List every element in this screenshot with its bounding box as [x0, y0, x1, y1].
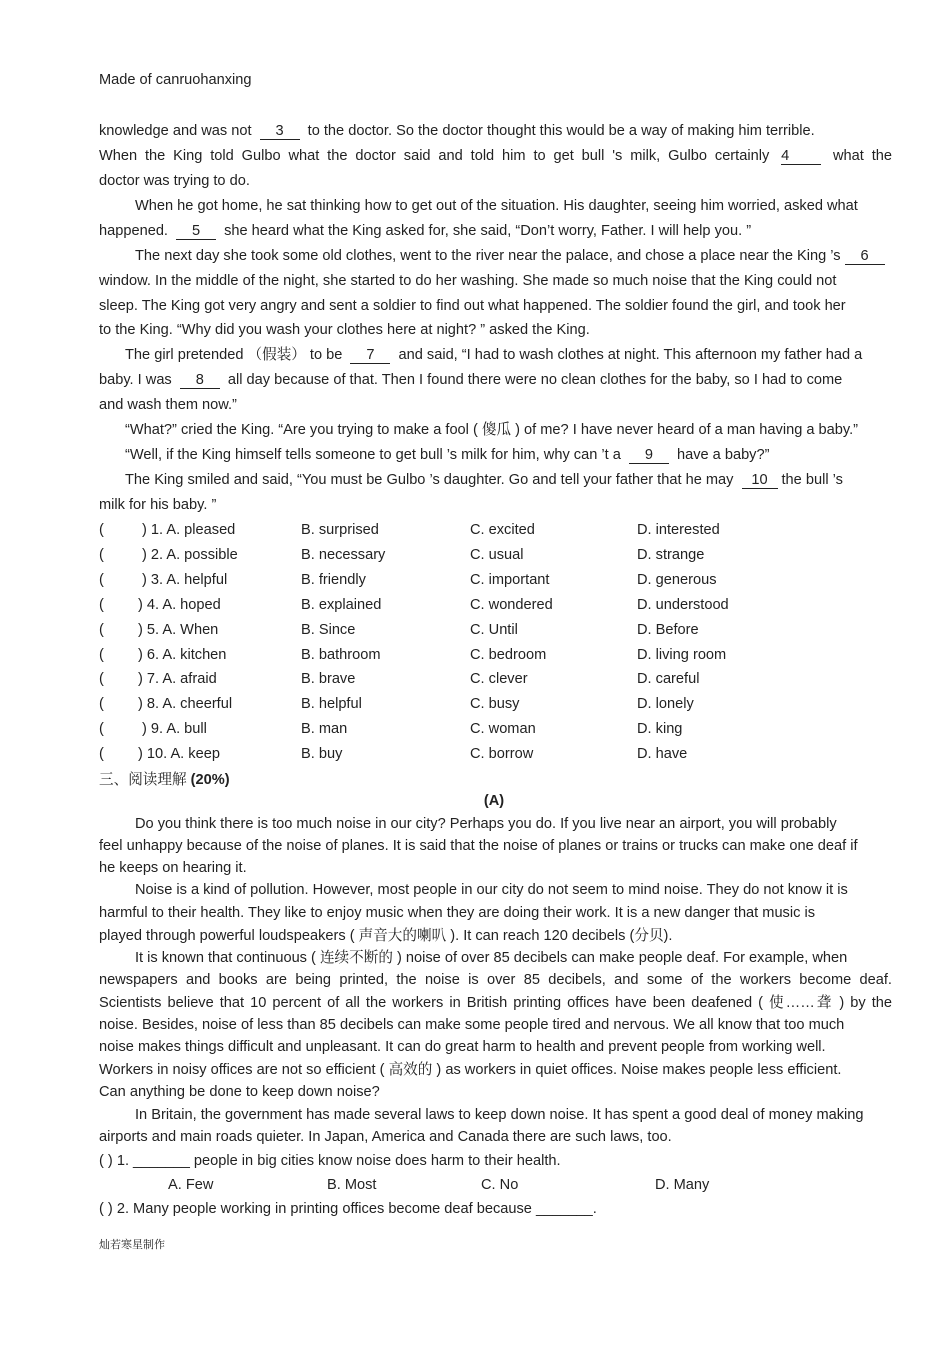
- text: milk for his baby. ”: [99, 497, 217, 513]
- choice-b: B. man: [301, 721, 348, 738]
- text: have a baby?”: [672, 447, 770, 463]
- choice-a: ) 5. A. When: [138, 621, 219, 638]
- choice-a: ) 4. A. hoped: [138, 596, 221, 613]
- passage-line: [99, 1016, 892, 1034]
- text: the bull ’s: [781, 472, 843, 488]
- question-option: B. Most: [327, 1177, 377, 1193]
- text: what the: [825, 148, 892, 164]
- choice-d: D. lonely: [637, 696, 694, 713]
- choice-b: B. friendly: [301, 571, 366, 588]
- text: noise makes things difficult and unpleasant. It can do great harm to health and prevent people from working well.: [99, 1039, 826, 1055]
- passage-line: [99, 859, 892, 877]
- story-line: [99, 272, 892, 290]
- passage-label: (A): [483, 793, 505, 809]
- section-score: (20%): [190, 772, 230, 788]
- choice-d: D. interested: [637, 522, 720, 538]
- choice-b: B. necessary: [301, 546, 386, 563]
- question: ( ) 1. _______ people in big cities know noise does harm to their health.: [99, 1153, 561, 1169]
- story-line: [125, 346, 892, 364]
- choice-d: D. have: [637, 746, 688, 763]
- choice-c: C. important: [470, 571, 550, 588]
- blank-7: 7: [350, 348, 390, 364]
- choice-a: ) 1. A. pleased: [142, 522, 236, 538]
- choice-d: D. careful: [637, 671, 700, 688]
- choice-b: B. bathroom: [301, 646, 381, 663]
- text: It is known that continuous ( 连续不断的 ) noise of over 85 decibels can make people deaf. For example, when: [135, 950, 848, 966]
- text: window. In the middle of the night, she started to do her washing. She made so much noise that the King could not: [99, 273, 837, 289]
- text: to the doctor. So the doctor thought this would be a way of making him terrible.: [303, 123, 815, 139]
- story-line: [99, 222, 892, 240]
- text: all day because of that. Then I found there were no clean clothes for the baby, so I had to come: [223, 372, 843, 388]
- passage-line: [99, 1038, 892, 1056]
- section-title: 三、阅读理解: [99, 772, 187, 788]
- page-header: Made of canruohanxing: [99, 72, 252, 88]
- answer-bracket: (: [99, 721, 104, 738]
- choice-b: B. buy: [301, 746, 343, 763]
- choice-c: C. excited: [470, 522, 535, 538]
- text: Workers in noisy offices are not so efficient ( 高效的 ) as workers in quiet offices. Noise makes people less efficient.: [99, 1062, 842, 1078]
- text: feel unhappy because of the noise of planes. It is said that the noise of planes or trains or trucks can make one deaf if: [99, 838, 858, 854]
- page-footer: 灿若寒星制作: [99, 1238, 165, 1251]
- choice-b: B. helpful: [301, 696, 362, 713]
- answer-bracket: (: [99, 571, 104, 588]
- text: When the King told Gulbo what the doctor said and told him to get bull 's milk, Gulbo certainly: [99, 148, 778, 164]
- question-option: A. Few: [168, 1177, 214, 1193]
- choice-c: C. Until: [470, 621, 518, 638]
- choice-b: B. brave: [301, 671, 356, 688]
- passage-line: [135, 1106, 892, 1124]
- choice-d: D. living room: [637, 646, 727, 663]
- text: harmful to their health. They like to enjoy music when they are doing their work. It is a new danger that music is: [99, 905, 815, 921]
- answer-bracket: (: [99, 671, 104, 688]
- passage-line: [135, 815, 892, 833]
- story-line: [99, 122, 892, 140]
- story-line: [125, 421, 892, 439]
- choice-a: ) 3. A. helpful: [142, 571, 228, 588]
- choice-a: ) 2. A. possible: [142, 546, 238, 563]
- text: “Well, if the King himself tells someone to get bull ’s milk for him, why can ’t a: [125, 447, 625, 463]
- passage-line: [99, 994, 892, 1012]
- choice-d: D. king: [637, 721, 683, 738]
- choice-d: D. strange: [637, 546, 705, 563]
- question-option: C. No: [481, 1177, 519, 1193]
- choice-d: D. Before: [637, 621, 699, 638]
- passage-line: [135, 881, 892, 899]
- story-line: [99, 321, 892, 339]
- story-line: [99, 297, 892, 315]
- text: doctor was trying to do.: [99, 173, 250, 189]
- passage-line: [135, 949, 892, 967]
- answer-bracket: (: [99, 621, 104, 638]
- blank-4: 4: [781, 149, 821, 165]
- choice-c: C. clever: [470, 671, 528, 688]
- choice-b: B. surprised: [301, 522, 379, 538]
- passage-line: [99, 837, 892, 855]
- choice-b: B. explained: [301, 596, 382, 613]
- blank-9: 9: [629, 448, 669, 464]
- choice-d: D. understood: [637, 596, 729, 613]
- passage-line: [99, 1061, 892, 1079]
- text: “What?” cried the King. “Are you trying to make a fool ( 傻瓜 ) of me? I have never heard of a man having a baby.”: [125, 422, 859, 438]
- text: knowledge and was not: [99, 123, 256, 139]
- question: ( ) 2. Many people working in printing offices become deaf because _______.: [99, 1201, 597, 1217]
- text: she heard what the King asked for, she said, “Don’t worry, Father. I will help you. ”: [220, 223, 752, 239]
- text: The King smiled and said, “You must be Gulbo ’s daughter. Go and tell your father that he may: [125, 472, 738, 488]
- answer-bracket: (: [99, 746, 104, 763]
- choice-a: ) 9. A. bull: [142, 721, 207, 738]
- choice-b: B. Since: [301, 621, 356, 638]
- question-option: D. Many: [655, 1177, 710, 1193]
- text: noise. Besides, noise of less than 85 decibels can make some people tired and nervous. We all know that too much: [99, 1017, 845, 1033]
- passage-line: [99, 927, 892, 945]
- story-line: [99, 371, 892, 389]
- choice-d: D. generous: [637, 571, 717, 588]
- text: to the King. “Why did you wash your clothes here at night? ” asked the King.: [99, 322, 590, 338]
- text: he keeps on hearing it.: [99, 860, 247, 876]
- story-line: [125, 446, 892, 464]
- story-line: [99, 147, 892, 165]
- text: airports and main roads quieter. In Japan, America and Canada there are such laws, too.: [99, 1129, 672, 1145]
- text: When he got home, he sat thinking how to get out of the situation. His daughter, seeing him worried, asked what: [135, 198, 858, 214]
- text: baby. I was: [99, 372, 176, 388]
- text: The next day she took some old clothes, went to the river near the palace, and chose a place near the King ’s: [135, 248, 841, 264]
- choice-c: C. woman: [470, 721, 536, 738]
- answer-bracket: (: [99, 596, 104, 613]
- passage-line: [99, 1128, 892, 1146]
- choice-c: C. bedroom: [470, 646, 547, 663]
- text: Can anything be done to keep down noise?: [99, 1084, 380, 1100]
- blank-8: 8: [180, 373, 220, 389]
- blank-5: 5: [176, 224, 216, 240]
- choice-a: ) 10. A. keep: [138, 746, 220, 763]
- blank-6: 6: [845, 249, 885, 265]
- text: and said, “I had to wash clothes at night. This afternoon my father had a: [394, 347, 863, 363]
- choice-c: C. usual: [470, 546, 524, 563]
- choice-c: C. busy: [470, 696, 520, 713]
- text: played through powerful loudspeakers ( 声音大的喇叭 ). It can reach 120 decibels (分贝).: [99, 928, 673, 944]
- text: newspapers and books are being printed, the noise is over 85 decibels, and some of the workers become deaf.: [99, 972, 892, 988]
- text: Scientists believe that 10 percent of all the workers in British printing offices have been deafened ( 使……聋 ) by the: [99, 995, 892, 1011]
- story-line: [135, 197, 892, 215]
- story-line: [99, 172, 892, 190]
- answer-bracket: (: [99, 546, 104, 563]
- passage-line: [99, 1083, 892, 1101]
- text: and wash them now.”: [99, 397, 237, 413]
- blank-3: 3: [260, 124, 300, 140]
- choice-c: C. borrow: [470, 746, 534, 763]
- passage-line: [99, 971, 892, 989]
- text: happened.: [99, 223, 173, 239]
- text: Noise is a kind of pollution. However, most people in our city do not seem to mind noise. They do not know it is: [135, 882, 848, 898]
- answer-bracket: (: [99, 646, 104, 663]
- story-line: [135, 247, 892, 265]
- blank-10: 10: [742, 473, 778, 489]
- text: The girl pretended （假装） to be: [125, 347, 347, 363]
- text: sleep. The King got very angry and sent a soldier to find out what happened. The soldier found the girl, and took her: [99, 298, 846, 314]
- section-heading: [99, 768, 230, 789]
- passage-line: [99, 904, 892, 922]
- story-line: [125, 471, 892, 489]
- choice-a: ) 7. A. afraid: [138, 671, 217, 688]
- story-line: [99, 496, 892, 514]
- choice-c: C. wondered: [470, 596, 553, 613]
- choice-a: ) 8. A. cheerful: [138, 696, 233, 713]
- text: In Britain, the government has made several laws to keep down noise. It has spent a good deal of money making: [135, 1107, 864, 1123]
- text: Do you think there is too much noise in our city? Perhaps you do. If you live near an airport, you will probably: [135, 816, 837, 832]
- choice-a: ) 6. A. kitchen: [138, 646, 227, 663]
- answer-bracket: (: [99, 696, 104, 713]
- answer-bracket: (: [99, 522, 104, 538]
- story-line: [99, 396, 892, 414]
